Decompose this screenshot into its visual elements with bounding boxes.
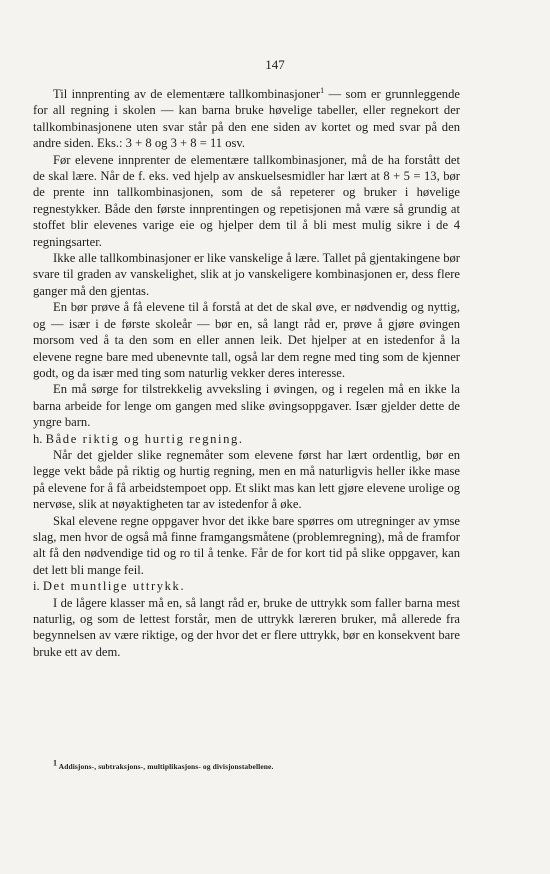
section-i-paragraph-1: I de lågere klasser må en, så langt råd er, bruke de uttrykk som faller barna mest naturlig, og som de lettest forstår, men de uttrykk læreren bruker, må allerede fra begynnelsen av være riktige, og der hvor det er flere uttrykk, bør en konsekvent bare bruke ett av dem. [33,595,460,659]
footnote-text: Addisjons-, subtraksjons-, multiplikasjons- og divisjonstabellene. [58,762,274,771]
section-letter-i: i. [33,579,40,594]
paragraph-1-start: Til innprenting av de elementære tallkombinasjoner [53,87,321,101]
paragraph-4: En bør prøve å få elevene til å forstå at det de skal øve, er nødvendig og nyttig, og — især i de første skoleår — bør en, så langt råd er, prøve å gjøre øvingen morsom ved å ta den som en eller annen leik. Det hjelper at en istedenfor å la elevene regne bare med ubenevnte tall, også lar dem regne med ting som de kjenner godt, og da især med ting som naturlig vekker deres interesse. [33,300,460,380]
paragraph-2: Før elevene innprenter de elementære tallkombinasjoner, må de ha forstått det de skal lære. Når de f. eks. ved hjelp av anskuelsesmidler har lært at 8 + 5 = 13, bør de prente inn tallkombinasjonen, som de så repeterer og bruker i høvelige regnestykker. Både den første innprentingen og repetisjonen må være så grundig at stoffet blir elevenes varige eie og hjelper dem til å bli mest mulig sikre i de 4 regningsarter. [33,152,460,249]
section-h-paragraph-1: Når det gjelder slike regnemåter som elevene først har lært ordentlig, bør en legge vekt både på riktig og hurtig regning, men en må naturligvis heller ikke mase på elevene for å få arbeidstempoet opp. Et slikt mas kan lett gjøre elevene urolige og nervøse, slik at nøyaktigheten tar av istedenfor å øke. [33,447,460,512]
footnote-marker: 1 [320,85,325,95]
body-text [33,86,460,660]
paragraph-1-rest: — som er grunnleggende for all regning i skolen — kan barna bruke høvelige tabeller, eller regnekort der tallkombinasjonene uten svar står på den ene siden av kortet og med svar på den andre siden. Eks.: 3 + 8 og 3 + 8 = 11 osv. [33,87,460,151]
section-title-h: Både riktig og hurtig regning. [45,431,244,446]
paragraph-1 [33,86,460,152]
section-heading-h [33,431,460,447]
footnote [53,758,473,771]
page-number: 147 [265,57,285,72]
section-title-i: Det muntlige uttrykk. [42,579,186,594]
section-heading-i [33,578,460,594]
paragraph-5: En må sørge for tilstrekkelig avveksling i øvingen, og i regelen må en ikke la barna arbeide for lenge om gangen med slike øvingsoppgaver. Især gjelder dette de yngre barn. [33,382,460,430]
paragraph-3: Ikke alle tallkombinasjoner er like vanskelige å lære. Tallet på gjentakingene bør svare til graden av vanskelighet, slik at jo vanskeligere kombinasjonen er, dess flere ganger må den gjentas. [33,251,460,298]
footnote-number: 1 [53,758,58,768]
section-h-paragraph-2: Skal elevene regne oppgaver hvor det ikke bare spørres om utregninger av ymse slag, men hvor de også må finne framgangsmåtene (problemregning), må de framfor alt få den nødvendige tid og ro til å tenke. Får de for kort tid på slike oppgaver, kan det lett bli mange feil. [33,513,460,577]
section-letter-h: h. [33,431,43,446]
